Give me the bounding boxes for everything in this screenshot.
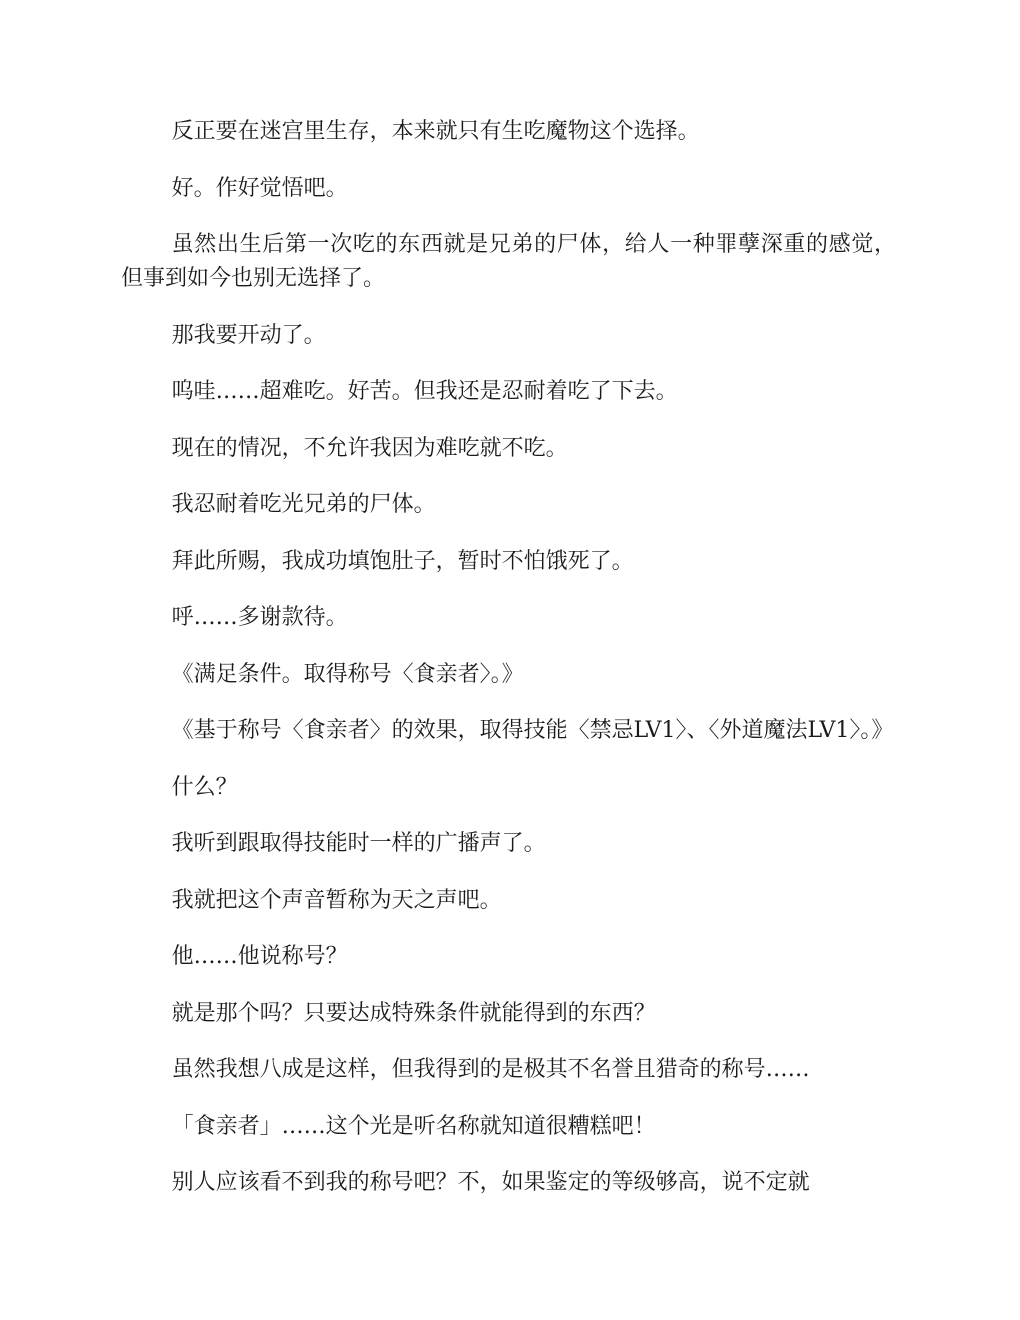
body-text bbox=[121, 115, 896, 1223]
paragraph: 好。作好觉悟吧。 bbox=[171, 175, 348, 201]
paragraph: 我听到跟取得技能时一样的广播声了。 bbox=[171, 831, 546, 856]
paragraph: 那我要开动了。 bbox=[171, 322, 326, 348]
paragraph: 「食亲者」……这个光是听名称就知道很糟糕吧！ bbox=[171, 1113, 656, 1139]
paragraph: 他……他说称号？ bbox=[171, 944, 348, 969]
paragraph: 呼……多谢款待。 bbox=[171, 605, 348, 630]
paragraph: 现在的情况，不允许我因为难吃就不吃。 bbox=[171, 435, 568, 461]
paragraph: 别人应该看不到我的称号吧？不，如果鉴定的等级够高，说不定就 bbox=[171, 1170, 810, 1195]
paragraph: 什么？ bbox=[171, 774, 238, 800]
paragraph: 就是那个吗？只要达成特殊条件就能得到的东西？ bbox=[171, 1000, 656, 1026]
paragraph: 呜哇……超难吃。好苦。但我还是忍耐着吃了下去。 bbox=[171, 379, 678, 404]
paragraph: 反正要在迷宫里生存，本来就只有生吃魔物这个选择。 bbox=[171, 119, 700, 144]
paragraph: 虽然我想八成是这样，但我得到的是极其不名誉且猎奇的称号…… bbox=[171, 1057, 810, 1082]
paragraph: 《满足条件。取得称号〈食亲者〉。》 bbox=[171, 661, 524, 687]
paragraph: 我忍耐着吃光兄弟的尸体。 bbox=[171, 492, 436, 517]
paragraph: 《基于称号〈食亲者〉的效果，取得技能〈禁忌LV1〉、〈外道魔法LV1〉。》 bbox=[171, 718, 894, 743]
paragraph: 虽然出生后第一次吃的东西就是兄弟的尸体，给人一种罪孽深重的感觉，但事到如今也别无选择了。 bbox=[121, 232, 896, 291]
paragraph: 拜此所赐，我成功填饱肚子，暂时不怕饿死了。 bbox=[171, 548, 634, 574]
paragraph: 我就把这个声音暂称为天之声吧。 bbox=[171, 887, 502, 913]
